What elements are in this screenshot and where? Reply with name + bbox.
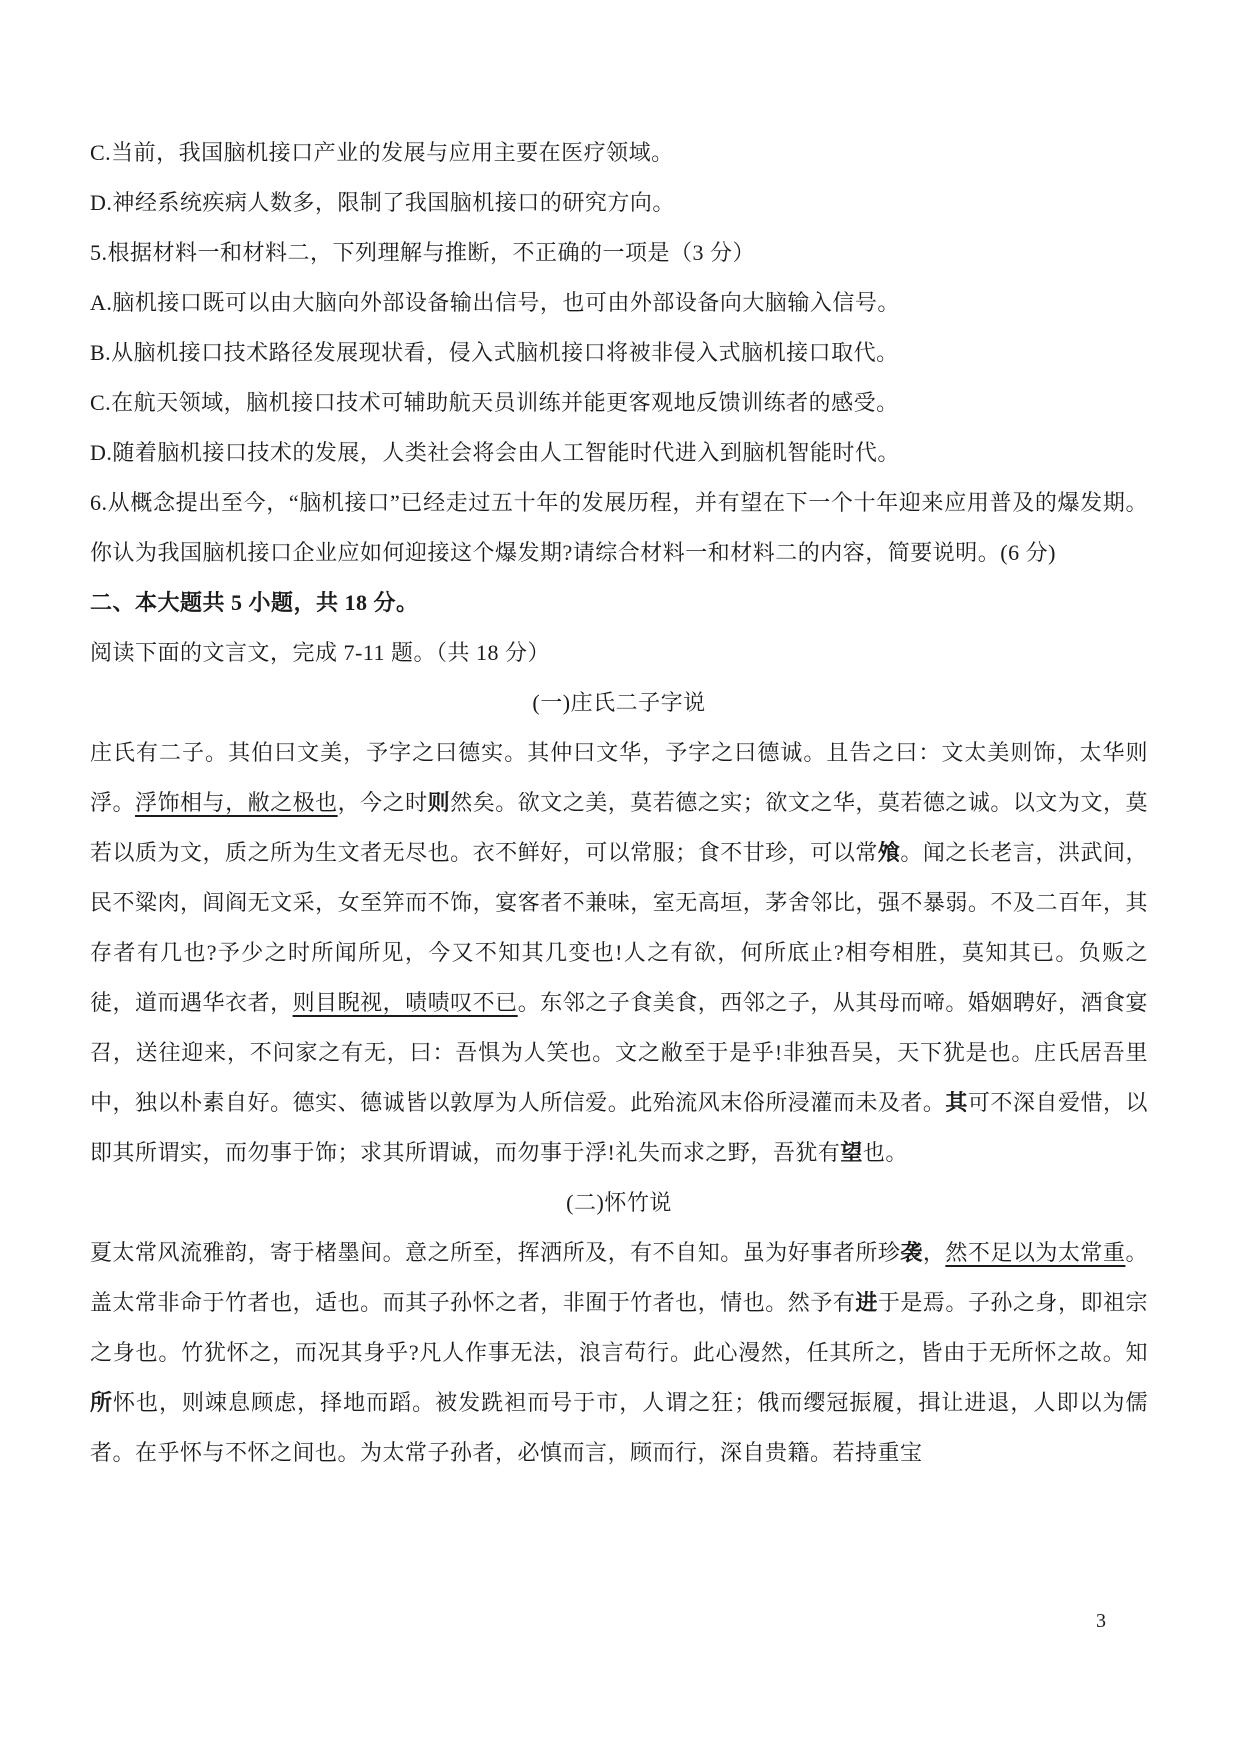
passage-two-text: 夏太常风流雅韵，寄于楮墨间。意之所至，挥洒所及，有不自知。虽为好事者所珍袭，然不足以为太常重。盖太常非命于竹者也，适也。而其子孙怀之者，非囿于竹者也，情也。然予有进于是焉。子孙之身，即祖宗之身也。竹犹怀之，而况其身乎?凡人作事无法，浪言苟行。此心漫然，任其所之，皆由于无所怀之故。知所怀也，则竦息顾虑，择地而蹈。被发跣袒而号于市，人谓之狂；俄而缨冠振履，揖让进退，人即以为儒者。在乎怀与不怀之间也。为太常子孙者，必慎而言，顾而行，深自贵籍。若持重宝 (90, 1240, 1148, 1465)
q5-option-d: D.随着脑机接口技术的发展，人类社会将会由人工智能时代进入到脑机智能时代。 (90, 440, 900, 465)
section-two-heading: 二、本大题共 5 小题，共 18 分。 (90, 590, 419, 615)
passage-one-text: 庄氏有二子。其伯曰文美，予字之曰德实。其仲曰文华，予字之曰德诚。且告之曰：文太美则饰，太华则浮。浮饰相与，敝之极也，今之时则然矣。欲文之美，莫若德之实；欲文之华，莫若德之诚。以文为文，莫若以质为文，质之所为生文者无尽也。衣不鲜好，可以常服；食不甘珍，可以常飧。闻之长老言，洪武间，民不粱肉，闾阎无文采，女至笄而不饰，宴客者不兼味，室无高垣，茅舍邻比，强不暴弱。不及二百年，其存者有几也?予少之时所闻所见，今又不知其几变也!人之有欲，何所底止?相夸相胜，莫知其已。负贩之徒，道而遇华衣者，则目睨视，啧啧叹不已。东邻之子食美食，西邻之子，从其母而啼。婚姻聘好，酒食宴召，送往迎来，不问家之有无，曰：吾惧为人笑也。文之敝至于是乎!非独吾吴，天下犹是也。庄氏居吾里中，独以朴素自好。德实、德诚皆以敦厚为人所信爱。此殆流风末俗所浸灌而未及者。其可不深自爱惜，以即其所谓实，而勿事于饰；求其所谓诚，而勿事于浮!礼失而求之野，吾犹有望也。 (90, 740, 1148, 1165)
page-number: 3 (1096, 1610, 1106, 1632)
q5-option-c: C.在航天领域，脑机接口技术可辅助航天员训练并能更客观地反馈训练者的感受。 (90, 390, 899, 415)
q6-text: 6.从概念提出至今，“脑机接口”已经走过五十年的发展历程，并有望在下一个十年迎来应用普及的爆发期。你认为我国脑机接口企业应如何迎接这个爆发期?请综合材料一和材料二的内容，简要说明。(6 分) (90, 490, 1148, 565)
q4-option-d: D.神经系统疾病人数多，限制了我国脑机接口的研究方向。 (90, 190, 675, 215)
q5-stem: 5.根据材料一和材料二，下列理解与推断，不正确的一项是（3 分） (90, 240, 756, 265)
q5-option-a: A.脑机接口既可以由大脑向外部设备输出信号，也可由外部设备向大脑输入信号。 (90, 290, 900, 315)
passage-one-title: (一)庄氏二子字说 (532, 690, 706, 715)
q4-option-c: C.当前，我国脑机接口产业的发展与应用主要在医疗领域。 (90, 140, 674, 165)
q5-option-b: B.从脑机接口技术路径发展现状看，侵入式脑机接口将被非侵入式脑机接口取代。 (90, 340, 899, 365)
passage-two-title: (二)怀竹说 (566, 1190, 672, 1215)
section-two-instruction: 阅读下面的文言文，完成 7-11 题。（共 18 分） (90, 640, 551, 665)
